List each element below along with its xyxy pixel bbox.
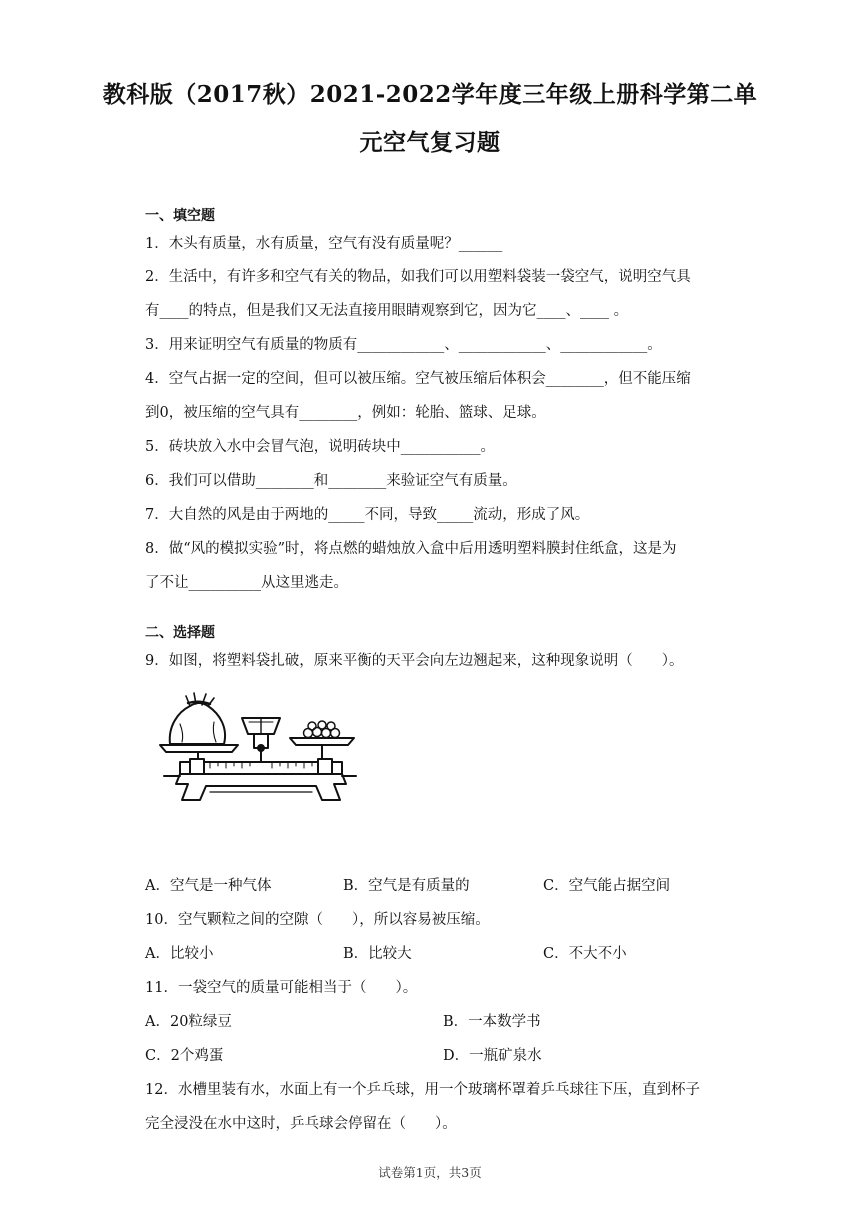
question-4-line-2: 到0，被压缩的空气具有________，例如：轮胎、篮球、足球。 bbox=[145, 405, 546, 421]
question-12-line-1: 12．水槽里装有水，水面上有一个乒乓球，用一个玻璃杯罩着乒乓球往下压，直到杯子 bbox=[145, 1082, 700, 1098]
q9-option-a[interactable]: A．空气是一种气体 bbox=[145, 878, 272, 894]
q10-option-c[interactable]: C．不大不小 bbox=[543, 946, 627, 962]
question-10-stem: 10．空气颗粒之间的空隙（ ），所以容易被压缩。 bbox=[145, 912, 490, 928]
q10-option-a[interactable]: A．比较小 bbox=[145, 946, 214, 962]
q9-option-b[interactable]: B．空气是有质量的 bbox=[343, 878, 470, 894]
page-title-line-2: 元空气复习题 bbox=[359, 129, 501, 156]
question-11-stem: 11．一袋空气的质量可能相当于（ ）。 bbox=[145, 980, 418, 996]
plastic-bag bbox=[170, 703, 225, 744]
question-5: 5．砖块放入水中会冒气泡，说明砖块中___________。 bbox=[145, 439, 495, 455]
right-pan bbox=[290, 738, 354, 745]
question-2-line-2: 有____的特点，但是我们又无法直接用眼睛观察到它，因为它____、____ 。 bbox=[145, 303, 629, 319]
question-8-line-1: 8．做“风的模拟实验”时，将点燃的蜡烛放入盒中后用透明塑料膜封住纸盒，这是为 bbox=[145, 541, 677, 557]
balance-scale-figure bbox=[150, 688, 360, 813]
question-1: 1．木头有质量，水有质量，空气有没有质量呢？______ bbox=[145, 236, 503, 252]
question-7: 7．大自然的风是由于两地的_____不同，导致_____流动，形成了风。 bbox=[145, 507, 590, 523]
q11-option-b[interactable]: B．一本数学书 bbox=[443, 1014, 541, 1030]
left-pan bbox=[160, 745, 238, 752]
question-8-line-2: 了不让__________从这里逃走。 bbox=[145, 575, 348, 591]
question-9-stem: 9．如图，将塑料袋扎破，原来平衡的天平会向左边翘起来，这种现象说明（ ）。 bbox=[145, 653, 684, 669]
page-title-line-1: 教科版（2017秋）2021-2022学年度三年级上册科学第二单 bbox=[102, 81, 758, 108]
q10-option-b[interactable]: B．比较大 bbox=[343, 946, 412, 962]
weights bbox=[304, 721, 340, 738]
question-4-line-1: 4．空气占据一定的空间，但可以被压缩。空气被压缩后体积会________，但不能压缩 bbox=[145, 371, 691, 387]
question-12-line-2: 完全浸没在水中这时，乒乓球会停留在（ ）。 bbox=[145, 1116, 457, 1132]
section-heading-multiple-choice: 二、选择题 bbox=[145, 625, 215, 641]
base bbox=[176, 774, 346, 800]
page-footer: 试卷第1页，共3页 bbox=[378, 1165, 482, 1180]
q11-option-c[interactable]: C．2个鸡蛋 bbox=[145, 1048, 224, 1064]
q11-option-d[interactable]: D．一瓶矿泉水 bbox=[443, 1048, 542, 1064]
q11-option-a[interactable]: A．20粒绿豆 bbox=[145, 1014, 232, 1030]
question-2-line-1: 2．生活中，有许多和空气有关的物品，如我们可以用塑料袋装一袋空气，说明空气具 bbox=[145, 269, 691, 285]
q9-option-c[interactable]: C．空气能占据空间 bbox=[543, 878, 671, 894]
question-6: 6．我们可以借助________和________来验证空气有质量。 bbox=[145, 473, 517, 489]
section-heading-fill-blank: 一、填空题 bbox=[145, 208, 215, 224]
question-3: 3．用来证明空气有质量的物质有____________、____________、____________。 bbox=[145, 337, 662, 353]
